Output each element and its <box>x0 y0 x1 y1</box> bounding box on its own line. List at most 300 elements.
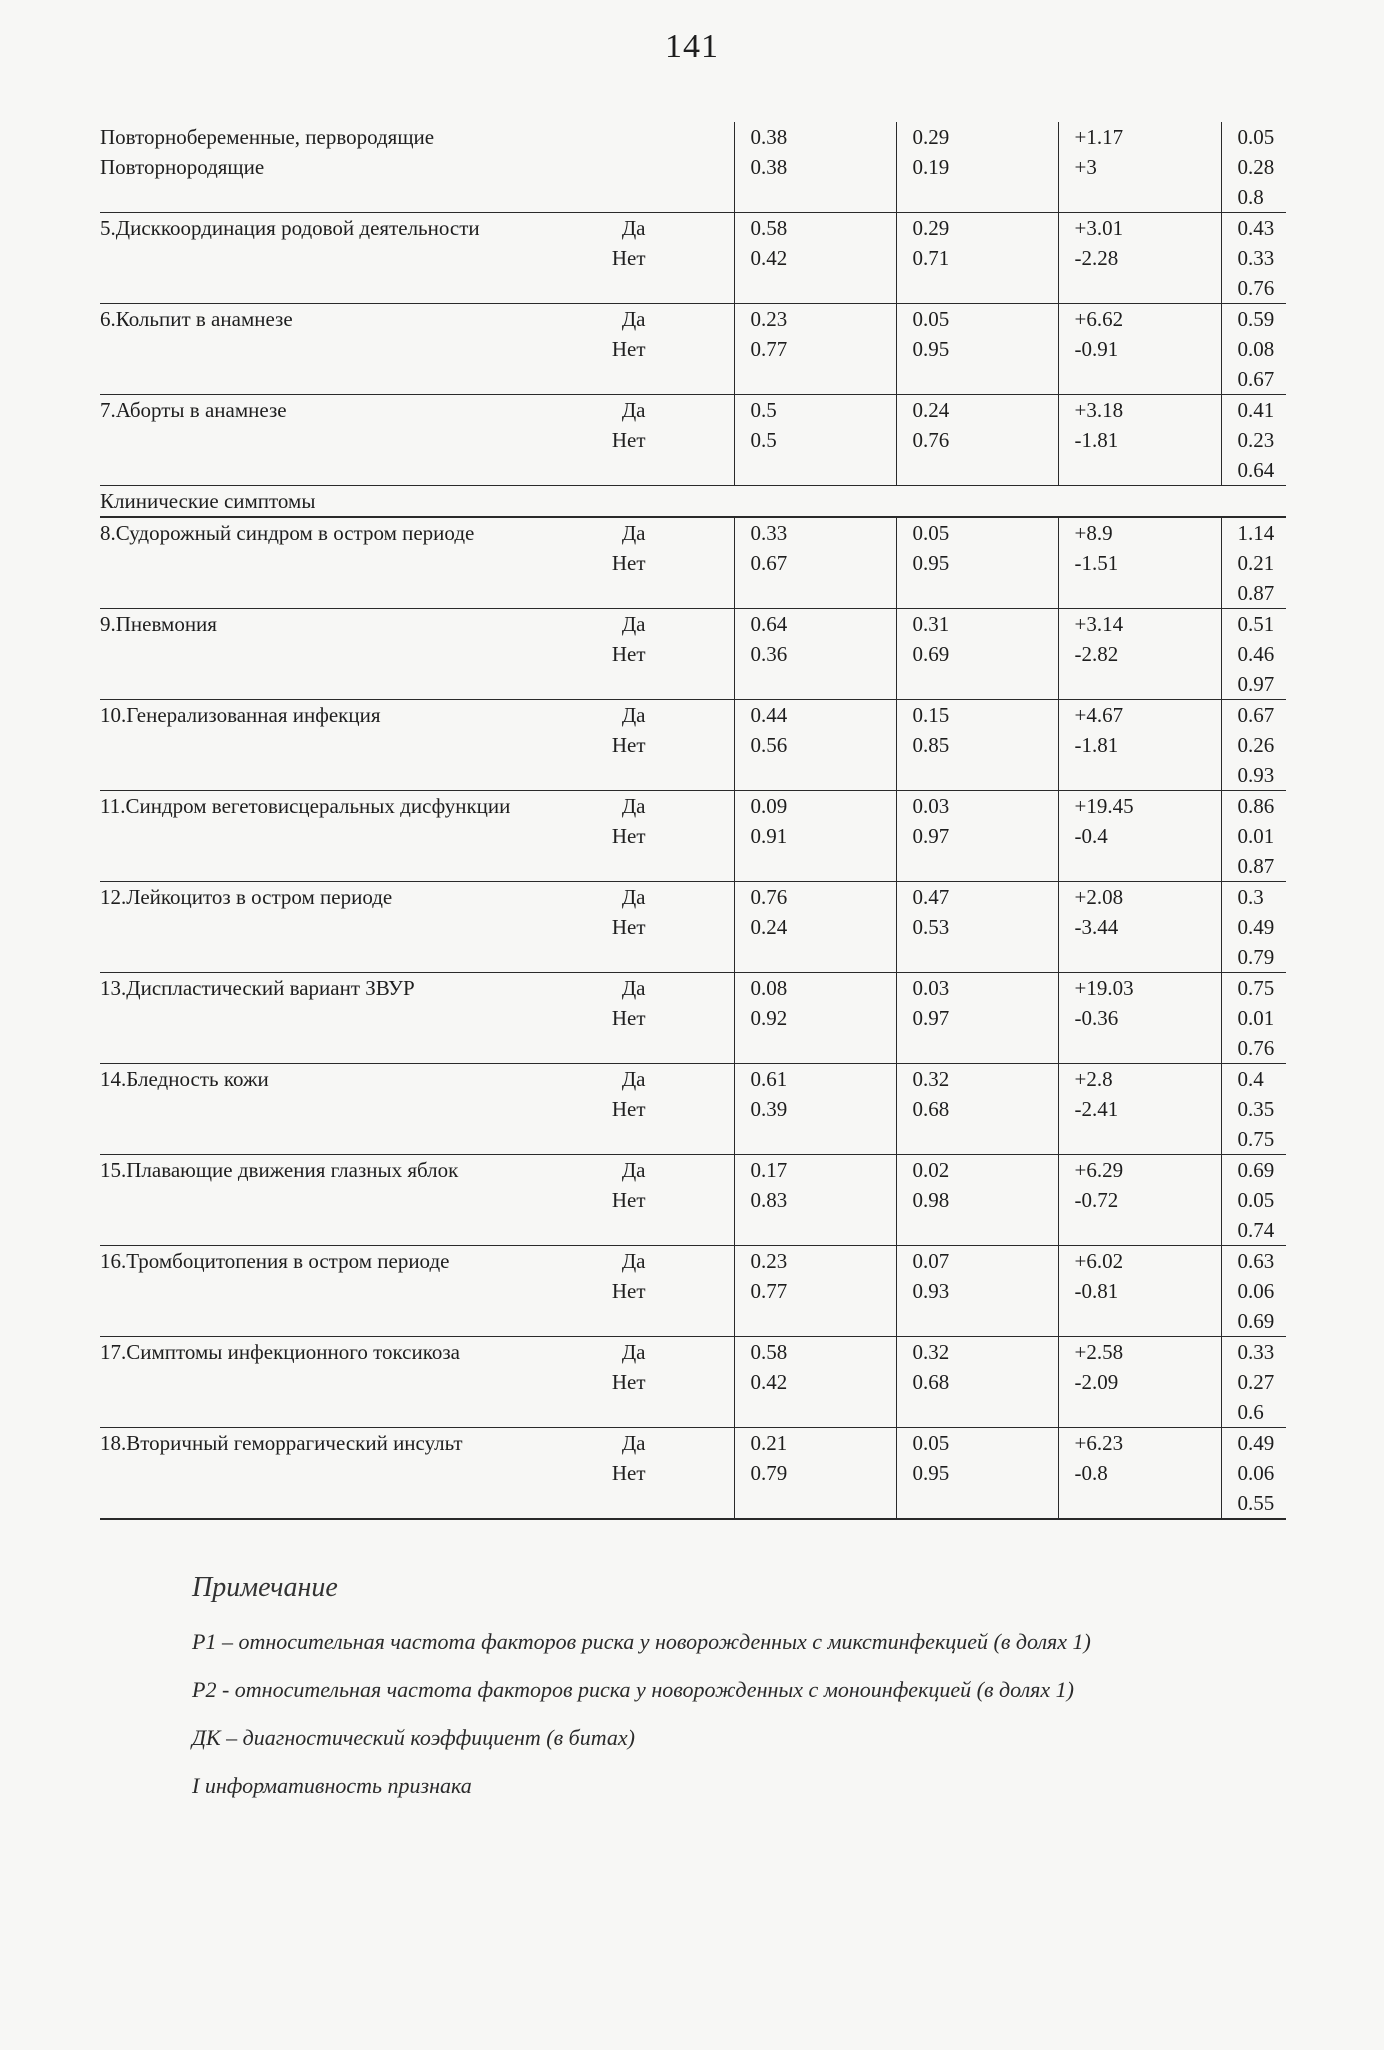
factor-row-yes <box>100 882 734 912</box>
dk-cell <box>1058 1246 1221 1337</box>
dk-value: -1.51 <box>1074 551 1119 575</box>
answer-no: Нет <box>611 824 646 848</box>
dk-cell <box>1058 1064 1221 1155</box>
dk-value: -0.8 <box>1074 1461 1108 1485</box>
factor-row-yes <box>100 700 734 730</box>
table-row <box>100 517 1286 609</box>
factor-cell <box>100 973 734 1064</box>
info-value: 0.33 <box>1237 246 1275 270</box>
info-value: 0.06 <box>1237 1279 1275 1303</box>
p1-value: 0.23 <box>750 1249 788 1273</box>
factor-label: 13.Диспластический вариант ЗВУР <box>100 976 415 1000</box>
answer-yes: Да <box>621 1158 646 1182</box>
answer-yes: Да <box>621 703 646 727</box>
factor-label: 10.Генерализованная инфекция <box>100 703 381 727</box>
p2-value: 0.93 <box>912 1279 950 1303</box>
p2-value: 0.07 <box>912 1249 950 1273</box>
p1-cell <box>734 973 896 1064</box>
p2-value: 0.53 <box>912 915 950 939</box>
p2-value: 0.05 <box>912 307 950 331</box>
p1-value: 0.33 <box>750 521 788 545</box>
p1-cell <box>734 213 896 304</box>
p1-cell <box>734 1428 896 1520</box>
factor-cell <box>100 609 734 700</box>
answer-no: Нет <box>611 428 646 452</box>
dk-value: +3.18 <box>1074 398 1124 422</box>
p1-value: 0.58 <box>750 1340 788 1364</box>
factor-cell <box>100 882 734 973</box>
table-row <box>100 304 1286 395</box>
p2-value: 0.71 <box>912 246 950 270</box>
p2-value: 0.05 <box>912 521 950 545</box>
info-value: 0.01 <box>1237 824 1275 848</box>
factor-row-yes <box>100 1064 734 1094</box>
p1-value: 0.61 <box>750 1067 788 1091</box>
dk-value: +6.23 <box>1074 1431 1124 1455</box>
answer-no: Нет <box>611 1188 646 1212</box>
p1-cell <box>734 609 896 700</box>
answer-yes: Да <box>621 1067 646 1091</box>
info-cell <box>1221 791 1286 882</box>
p2-value: 0.98 <box>912 1188 950 1212</box>
dk-value: -3.44 <box>1074 915 1119 939</box>
factor-cell <box>100 1428 734 1520</box>
p1-value: 0.38 <box>750 155 788 179</box>
info-value: 0.35 <box>1237 1097 1275 1121</box>
dk-value: +4.67 <box>1074 703 1124 727</box>
info-value: 0.3 <box>1237 885 1264 909</box>
dk-value: -1.81 <box>1074 428 1119 452</box>
dk-value: +8.9 <box>1074 521 1113 545</box>
answer-yes: Да <box>621 612 646 636</box>
dk-value: -2.28 <box>1074 246 1119 270</box>
p2-cell <box>896 517 1058 609</box>
info-value: 0.87 <box>1237 581 1275 605</box>
info-cell <box>1221 213 1286 304</box>
answer-yes: Да <box>621 1340 646 1364</box>
info-cell <box>1221 395 1286 486</box>
p1-value: 0.23 <box>750 307 788 331</box>
info-value: 0.27 <box>1237 1370 1275 1394</box>
p2-value: 0.97 <box>912 1006 950 1030</box>
answer-no: Нет <box>611 733 646 757</box>
p2-cell <box>896 973 1058 1064</box>
note-line: I информативность признака <box>192 1773 472 1798</box>
info-value: 0.49 <box>1237 915 1275 939</box>
dk-cell <box>1058 882 1221 973</box>
p2-value: 0.69 <box>912 642 950 666</box>
table-row <box>100 213 1286 304</box>
info-value: 0.63 <box>1237 1249 1275 1273</box>
dk-cell <box>1058 791 1221 882</box>
dk-value: +3.14 <box>1074 612 1124 636</box>
info-cell <box>1221 1428 1286 1520</box>
p1-value: 0.42 <box>750 1370 788 1394</box>
p1-cell <box>734 882 896 973</box>
dk-value: -0.81 <box>1074 1279 1119 1303</box>
factor-row-no <box>100 639 734 669</box>
p1-value: 0.83 <box>750 1188 788 1212</box>
info-value: 0.46 <box>1237 642 1275 666</box>
answer-yes: Да <box>621 1249 646 1273</box>
factor-cell <box>100 1064 734 1155</box>
answer-yes: Да <box>621 398 646 422</box>
table-row <box>100 973 1286 1064</box>
p1-cell <box>734 122 896 213</box>
factor-row-yes <box>100 395 734 425</box>
p2-cell <box>896 1246 1058 1337</box>
answer-yes: Да <box>621 307 646 331</box>
p2-value: 0.24 <box>912 398 950 422</box>
dk-cell <box>1058 700 1221 791</box>
factor-label: 11.Синдром вегетовисцеральных дисфункции <box>100 794 511 818</box>
factor-row-yes <box>100 1337 734 1367</box>
dk-value: -0.36 <box>1074 1006 1119 1030</box>
factor-cell <box>100 213 734 304</box>
info-cell <box>1221 609 1286 700</box>
factor-row-yes <box>100 1246 734 1276</box>
answer-yes: Да <box>621 976 646 1000</box>
p1-value: 0.08 <box>750 976 788 1000</box>
info-cell <box>1221 122 1286 213</box>
p2-value: 0.95 <box>912 1461 950 1485</box>
dk-value: -2.41 <box>1074 1097 1119 1121</box>
table-row <box>100 609 1286 700</box>
info-cell <box>1221 973 1286 1064</box>
factor-row-no <box>100 912 734 942</box>
table-row <box>100 1064 1286 1155</box>
p2-cell <box>896 122 1058 213</box>
answer-yes: Да <box>621 521 646 545</box>
factor-row-no <box>100 334 734 364</box>
table-row <box>100 791 1286 882</box>
info-value: 0.6 <box>1237 1400 1264 1424</box>
dk-value: +6.02 <box>1074 1249 1124 1273</box>
answer-no: Нет <box>611 551 646 575</box>
info-value: 0.43 <box>1237 216 1275 240</box>
factor-row-no <box>100 1458 734 1488</box>
table-row <box>100 882 1286 973</box>
answer-no: Нет <box>611 915 646 939</box>
answer-no: Нет <box>611 1097 646 1121</box>
factor-row-no <box>100 1185 734 1215</box>
p1-value: 0.92 <box>750 1006 788 1030</box>
answer-yes: Да <box>621 1431 646 1455</box>
info-cell <box>1221 1064 1286 1155</box>
dk-value: +6.29 <box>1074 1158 1124 1182</box>
info-value: 0.8 <box>1237 185 1264 209</box>
dk-cell <box>1058 213 1221 304</box>
factor-label: 14.Бледность кожи <box>100 1067 269 1091</box>
factor-label: Повторнобеременные, первородящие <box>100 125 435 149</box>
factor-row-no <box>100 821 734 851</box>
p2-value: 0.32 <box>912 1340 950 1364</box>
info-value: 0.59 <box>1237 307 1275 331</box>
factor-row-yes <box>100 1155 734 1185</box>
info-value: 0.93 <box>1237 763 1275 787</box>
factor-row-yes <box>100 304 734 334</box>
info-cell <box>1221 1337 1286 1428</box>
info-value: 0.08 <box>1237 337 1275 361</box>
dk-value: +2.58 <box>1074 1340 1124 1364</box>
info-value: 1.14 <box>1237 521 1275 545</box>
p1-cell <box>734 304 896 395</box>
p2-cell <box>896 304 1058 395</box>
answer-no: Нет <box>611 1279 646 1303</box>
p2-cell <box>896 882 1058 973</box>
table-row <box>100 1155 1286 1246</box>
p1-cell <box>734 1246 896 1337</box>
info-value: 0.67 <box>1237 703 1275 727</box>
info-cell <box>1221 1155 1286 1246</box>
factor-row-no <box>100 730 734 760</box>
answer-yes: Да <box>621 885 646 909</box>
factor-cell <box>100 517 734 609</box>
answer-no: Нет <box>611 1006 646 1030</box>
p2-value: 0.68 <box>912 1370 950 1394</box>
factor-label: 16.Тромбоцитопения в остром периоде <box>100 1249 450 1273</box>
dk-value: -0.72 <box>1074 1188 1119 1212</box>
factor-row-no <box>100 243 734 273</box>
section-title: Клинические симптомы <box>100 486 1286 518</box>
p2-value: 0.95 <box>912 551 950 575</box>
dk-value: +3.01 <box>1074 216 1124 240</box>
info-value: 0.67 <box>1237 367 1275 391</box>
p2-value: 0.85 <box>912 733 950 757</box>
p2-value: 0.32 <box>912 1067 950 1091</box>
p1-value: 0.77 <box>750 337 788 361</box>
factor-row-yes <box>100 1428 734 1458</box>
dk-value: +19.45 <box>1074 794 1134 818</box>
p2-cell <box>896 1064 1058 1155</box>
table-row <box>100 395 1286 486</box>
info-cell <box>1221 304 1286 395</box>
info-value: 0.87 <box>1237 854 1275 878</box>
info-value: 0.69 <box>1237 1309 1275 1333</box>
dk-cell <box>1058 517 1221 609</box>
info-cell <box>1221 882 1286 973</box>
dk-value: +2.08 <box>1074 885 1124 909</box>
info-value: 0.64 <box>1237 458 1275 482</box>
info-value: 0.49 <box>1237 1431 1275 1455</box>
answer-no: Нет <box>611 1461 646 1485</box>
p1-cell <box>734 791 896 882</box>
factor-cell <box>100 122 734 213</box>
dk-cell <box>1058 304 1221 395</box>
p2-cell <box>896 395 1058 486</box>
factor-row-yes <box>100 791 734 821</box>
p1-value: 0.5 <box>750 398 777 422</box>
answer-no: Нет <box>611 337 646 361</box>
dk-value: -0.91 <box>1074 337 1119 361</box>
factor-row-no <box>100 1367 734 1397</box>
dk-cell <box>1058 609 1221 700</box>
info-value: 0.79 <box>1237 945 1275 969</box>
table-row <box>100 700 1286 791</box>
factor-label: 8.Судорожный синдром в остром периоде <box>100 521 475 545</box>
factor-label: 17.Симптомы инфекционного токсикоза <box>100 1340 460 1364</box>
dk-cell <box>1058 395 1221 486</box>
notes-title: Примечание <box>192 1572 338 1603</box>
p2-value: 0.29 <box>912 125 950 149</box>
factor-row-no <box>100 425 734 455</box>
factor-row-no <box>100 1276 734 1306</box>
p1-value: 0.67 <box>750 551 788 575</box>
dk-value: +1.17 <box>1074 125 1124 149</box>
p2-value: 0.31 <box>912 612 950 636</box>
factor-cell <box>100 395 734 486</box>
factor-cell <box>100 791 734 882</box>
info-value: 0.69 <box>1237 1158 1275 1182</box>
table-row <box>100 1428 1286 1520</box>
p2-cell <box>896 791 1058 882</box>
info-value: 0.21 <box>1237 551 1275 575</box>
notes-block <box>192 1572 1091 1810</box>
info-value: 0.51 <box>1237 612 1275 636</box>
p1-cell <box>734 1337 896 1428</box>
info-value: 0.28 <box>1237 155 1275 179</box>
factor-label: 12.Лейкоцитоз в остром периоде <box>100 885 393 909</box>
factor-cell <box>100 1155 734 1246</box>
info-cell <box>1221 517 1286 609</box>
p2-cell <box>896 1337 1058 1428</box>
note-line: ДК – диагностический коэффициент (в битах) <box>192 1725 635 1750</box>
p2-value: 0.29 <box>912 216 950 240</box>
info-value: 0.75 <box>1237 976 1275 1000</box>
table-row <box>100 1246 1286 1337</box>
p1-value: 0.58 <box>750 216 788 240</box>
info-value: 0.97 <box>1237 672 1275 696</box>
info-value: 0.26 <box>1237 733 1275 757</box>
factor-cell <box>100 700 734 791</box>
p2-value: 0.05 <box>912 1431 950 1455</box>
p2-value: 0.95 <box>912 337 950 361</box>
factor-label: 6.Кольпит в анамнезе <box>100 307 293 331</box>
p1-value: 0.38 <box>750 125 788 149</box>
note-line: Р2 - относительная частота факторов риска у новорожденных с моноинфекцией (в долях 1) <box>192 1677 1074 1702</box>
info-value: 0.55 <box>1237 1491 1275 1515</box>
info-value: 0.86 <box>1237 794 1275 818</box>
dk-value: +6.62 <box>1074 307 1124 331</box>
answer-no: Нет <box>611 642 646 666</box>
p1-value: 0.44 <box>750 703 788 727</box>
dk-value: -2.82 <box>1074 642 1119 666</box>
p2-value: 0.19 <box>912 155 950 179</box>
p1-cell <box>734 700 896 791</box>
factor-label: 15.Плавающие движения глазных яблок <box>100 1158 459 1182</box>
p1-value: 0.77 <box>750 1279 788 1303</box>
answer-no: Нет <box>611 1370 646 1394</box>
p1-value: 0.24 <box>750 915 788 939</box>
info-value: 0.76 <box>1237 276 1275 300</box>
dk-cell <box>1058 1337 1221 1428</box>
factor-label: 18.Вторичный геморрагический инсульт <box>100 1431 463 1455</box>
factor-cell <box>100 1337 734 1428</box>
p2-value: 0.97 <box>912 824 950 848</box>
p1-value: 0.36 <box>750 642 788 666</box>
dk-cell <box>1058 1428 1221 1520</box>
p2-value: 0.02 <box>912 1158 950 1182</box>
p1-value: 0.5 <box>750 428 777 452</box>
info-cell <box>1221 1246 1286 1337</box>
p2-cell <box>896 609 1058 700</box>
p2-cell <box>896 700 1058 791</box>
info-value: 0.76 <box>1237 1036 1275 1060</box>
table-row <box>100 122 1286 213</box>
risk-factor-table <box>100 122 1286 1520</box>
factor-row-no <box>100 1003 734 1033</box>
dk-value: -1.81 <box>1074 733 1119 757</box>
p2-cell <box>896 1428 1058 1520</box>
info-cell <box>1221 700 1286 791</box>
p2-value: 0.76 <box>912 428 950 452</box>
info-value: 0.01 <box>1237 1006 1275 1030</box>
dk-cell <box>1058 973 1221 1064</box>
info-value: 0.4 <box>1237 1067 1264 1091</box>
p1-cell <box>734 1155 896 1246</box>
p2-cell <box>896 1155 1058 1246</box>
p2-value: 0.15 <box>912 703 950 727</box>
dk-value: -0.4 <box>1074 824 1108 848</box>
p1-value: 0.56 <box>750 733 788 757</box>
dk-value: -2.09 <box>1074 1370 1119 1394</box>
table-row <box>100 1337 1286 1428</box>
p1-value: 0.17 <box>750 1158 788 1182</box>
p1-cell <box>734 1064 896 1155</box>
info-value: 0.74 <box>1237 1218 1275 1242</box>
p1-value: 0.21 <box>750 1431 788 1455</box>
info-value: 0.33 <box>1237 1340 1275 1364</box>
factor-label: Повторнородящие <box>100 155 265 179</box>
dk-value: +2.8 <box>1074 1067 1113 1091</box>
dk-cell <box>1058 1155 1221 1246</box>
factor-row-yes <box>100 973 734 1003</box>
factor-label: 5.Дисккоординация родовой деятельности <box>100 216 480 240</box>
info-value: 0.06 <box>1237 1461 1275 1485</box>
answer-yes: Да <box>621 216 646 240</box>
answer-yes: Да <box>621 794 646 818</box>
factor-row-yes <box>100 213 734 243</box>
p1-value: 0.42 <box>750 246 788 270</box>
p1-value: 0.64 <box>750 612 788 636</box>
p1-value: 0.09 <box>750 794 788 818</box>
p1-cell <box>734 517 896 609</box>
p2-value: 0.68 <box>912 1097 950 1121</box>
p2-value: 0.03 <box>912 794 950 818</box>
p1-value: 0.79 <box>750 1461 788 1485</box>
p2-value: 0.47 <box>912 885 950 909</box>
info-value: 0.75 <box>1237 1127 1275 1151</box>
page-number: 141 <box>665 28 719 65</box>
factor-cell <box>100 1246 734 1337</box>
info-value: 0.05 <box>1237 125 1275 149</box>
info-value: 0.05 <box>1237 1188 1275 1212</box>
p1-value: 0.91 <box>750 824 788 848</box>
dk-cell <box>1058 122 1221 213</box>
p2-value: 0.03 <box>912 976 950 1000</box>
factor-row-no <box>100 1094 734 1124</box>
section-row <box>100 486 1286 518</box>
factor-label: 9.Пневмония <box>100 612 217 636</box>
p1-value: 0.39 <box>750 1097 788 1121</box>
p1-cell <box>734 395 896 486</box>
p2-cell <box>896 213 1058 304</box>
info-value: 0.23 <box>1237 428 1275 452</box>
note-line: Р1 – относительная частота факторов риска у новорожденных с микстинфекцией (в долях 1) <box>192 1629 1091 1654</box>
dk-value: +19.03 <box>1074 976 1134 1000</box>
factor-cell <box>100 304 734 395</box>
factor-row-yes <box>100 518 734 548</box>
